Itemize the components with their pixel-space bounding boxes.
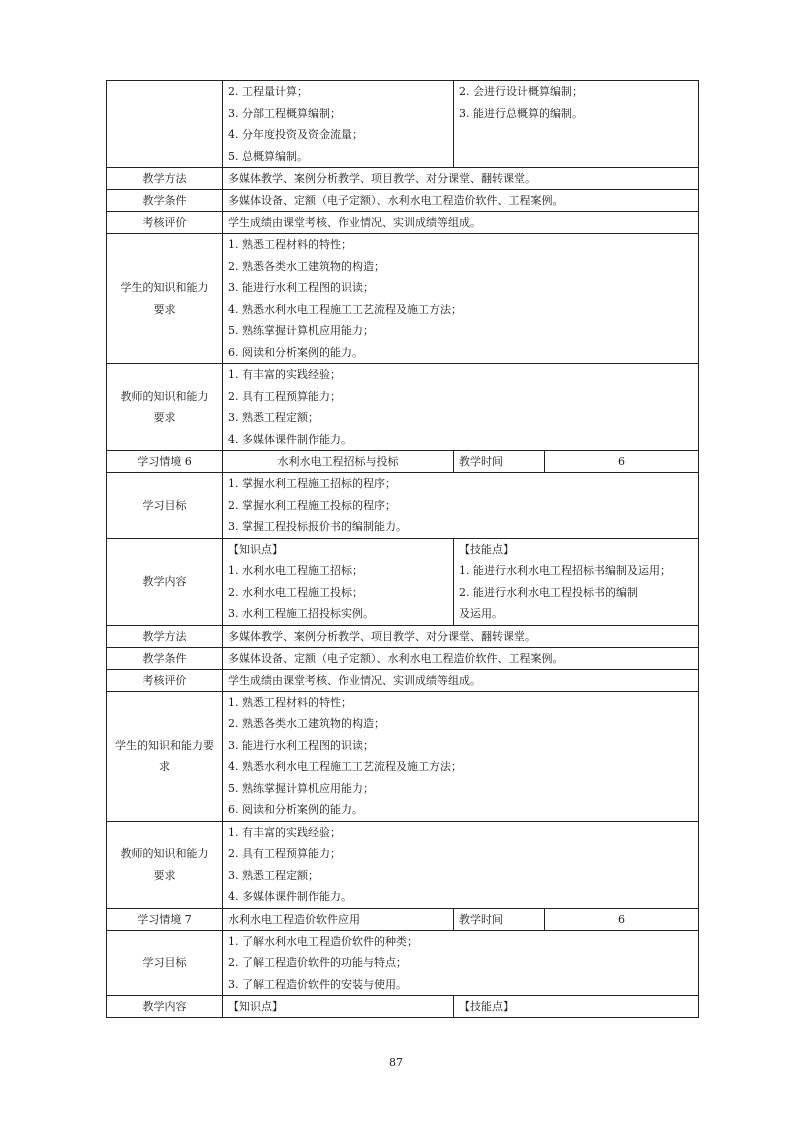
content-label: 教学内容	[107, 538, 223, 625]
list-item: 3. 熟悉工程定额；	[228, 868, 319, 882]
list-item: 2. 具有工程预算能力；	[228, 389, 341, 403]
s7-goal-row	[107, 930, 699, 996]
list-item: 2. 工程量计算；	[228, 85, 308, 98]
list-item: 1. 有丰富的实践经验；	[228, 825, 341, 839]
evaluation-label: 考核评价	[107, 669, 223, 691]
s5-content-label-cell	[107, 81, 223, 168]
list-item: 1. 水利水电工程施工招标；	[228, 564, 363, 577]
student-req-label: 学生的知识和能力要 求	[107, 691, 223, 821]
content-label: 教学内容	[107, 996, 223, 1018]
list-item: 1. 掌握水利工程施工招标的程序；	[228, 477, 396, 490]
evaluation-text: 学生成绩由课堂考核、作业情况、实训成绩等组成。	[223, 669, 699, 691]
student-req-cell	[223, 234, 699, 364]
method-label: 教学方法	[107, 168, 223, 190]
condition-text: 多媒体设备、定额（电子定额）、水利水电工程造价软件、工程案例。	[223, 190, 699, 212]
goal-cell	[223, 473, 699, 539]
list-item: 3. 能进行水利工程图的识读；	[228, 738, 374, 752]
list-item: 3. 能进行水利工程图的识读；	[228, 281, 374, 294]
list-item: 4. 熟悉水利水电工程施工工艺流程及施工方法；	[228, 302, 462, 316]
time-label: 教学时间	[454, 451, 545, 473]
curriculum-table	[106, 80, 699, 1018]
situation-label: 学习情境 6	[107, 451, 223, 473]
list-item: 2. 具有工程预算能力；	[228, 847, 341, 860]
list-item: 6. 阅读和分析案例的能力。	[228, 345, 363, 359]
list-item: 1. 熟悉工程材料的特性；	[228, 238, 352, 251]
knowledge-header: 【知识点】	[228, 542, 283, 556]
situation-title: 水利水电工程造价软件应用	[223, 908, 454, 930]
time-label: 教学时间	[454, 908, 545, 930]
list-item: 2. 能进行水利水电工程投标书的编制	[459, 585, 638, 599]
student-req-label: 学生的知识和能力 要求	[107, 234, 223, 364]
s6-header-row	[107, 451, 699, 473]
method-label: 教学方法	[107, 625, 223, 647]
goal-cell	[223, 930, 699, 996]
s6-student-row	[107, 691, 699, 821]
list-item: 5. 总概算编制。	[228, 149, 308, 163]
s6-goal-row	[107, 473, 699, 539]
time-value: 6	[545, 908, 699, 930]
condition-label: 教学条件	[107, 647, 223, 669]
condition-text: 多媒体设备、定额（电子定额）、水利水电工程造价软件、工程案例。	[223, 647, 699, 669]
s6-method-row	[107, 625, 699, 647]
s5-skill-cell	[454, 81, 699, 168]
s5-method-row	[107, 168, 699, 190]
list-item: 1. 能进行水利水电工程招标书编制及运用；	[459, 564, 671, 577]
list-item: 3. 能进行总概算的编制。	[459, 106, 583, 120]
skill-header: 【技能点】	[454, 996, 699, 1018]
list-item: 2. 熟悉各类水工建筑物的构造；	[228, 259, 385, 273]
list-item: 5. 熟练掌握计算机应用能力；	[228, 781, 374, 795]
student-req-cell	[223, 691, 699, 821]
s5-teacher-row	[107, 364, 699, 451]
condition-label: 教学条件	[107, 190, 223, 212]
list-item: 6. 阅读和分析案例的能力。	[228, 803, 363, 816]
list-item: 及运用。	[459, 607, 503, 620]
knowledge-cell	[223, 538, 454, 625]
list-item: 2. 水利水电工程施工投标；	[228, 585, 363, 599]
knowledge-header: 【知识点】	[223, 996, 454, 1018]
teacher-req-cell	[223, 821, 699, 908]
list-item: 2. 了解工程造价软件的功能与特点；	[228, 956, 407, 969]
page-number: 87	[389, 1056, 403, 1069]
list-item: 2. 会进行设计概算编制；	[459, 85, 583, 98]
list-item: 5. 熟练掌握计算机应用能力；	[228, 324, 374, 337]
list-item: 1. 了解水利水电工程造价软件的种类；	[228, 934, 418, 948]
evaluation-text: 学生成绩由课堂考核、作业情况、实训成绩等组成。	[223, 212, 699, 234]
list-item: 3. 熟悉工程定额；	[228, 411, 319, 424]
situation-label: 学习情境 7	[107, 908, 223, 930]
s7-header-row	[107, 908, 699, 930]
list-item: 4. 多媒体课件制作能力。	[228, 432, 352, 446]
teacher-req-cell	[223, 364, 699, 451]
skill-header: 【技能点】	[459, 542, 514, 556]
s6-teacher-row	[107, 821, 699, 908]
list-item: 4. 多媒体课件制作能力。	[228, 890, 352, 903]
list-item: 3. 了解工程造价软件的安装与使用。	[228, 977, 407, 991]
list-item: 1. 有丰富的实践经验；	[228, 368, 341, 381]
teacher-req-label: 教师的知识和能力 要求	[107, 364, 223, 451]
list-item: 3. 水利工程施工招投标实例。	[228, 607, 374, 620]
s5-evaluation-row	[107, 212, 699, 234]
list-item: 3. 掌握工程投标报价书的编制能力。	[228, 520, 407, 533]
s5-knowledge-cell	[223, 81, 454, 168]
s7-content-row	[107, 996, 699, 1018]
s6-evaluation-row	[107, 669, 699, 691]
goal-label: 学习目标	[107, 930, 223, 996]
skill-cell	[454, 538, 699, 625]
s5-content-row	[107, 81, 699, 168]
method-text: 多媒体教学、案例分析教学、项目教学、对分课堂、翻转课堂。	[223, 168, 699, 190]
list-item: 4. 熟悉水利水电工程施工工艺流程及施工方法；	[228, 760, 462, 773]
s6-condition-row	[107, 647, 699, 669]
evaluation-label: 考核评价	[107, 212, 223, 234]
s5-condition-row	[107, 190, 699, 212]
list-item: 3. 分部工程概算编制；	[228, 106, 341, 120]
list-item: 2. 熟悉各类水工建筑物的构造；	[228, 717, 385, 730]
time-value: 6	[545, 451, 699, 473]
goal-label: 学习目标	[107, 473, 223, 539]
s5-student-row	[107, 234, 699, 364]
s6-content-row	[107, 538, 699, 625]
list-item: 4. 分年度投资及资金流量；	[228, 128, 363, 141]
method-text: 多媒体教学、案例分析教学、项目教学、对分课堂、翻转课堂。	[223, 625, 699, 647]
teacher-req-label: 教师的知识和能力 要求	[107, 821, 223, 908]
list-item: 2. 掌握水利工程施工投标的程序；	[228, 498, 396, 512]
list-item: 1. 熟悉工程材料的特性；	[228, 695, 352, 709]
situation-title: 水利水电工程招标与投标	[223, 451, 454, 473]
